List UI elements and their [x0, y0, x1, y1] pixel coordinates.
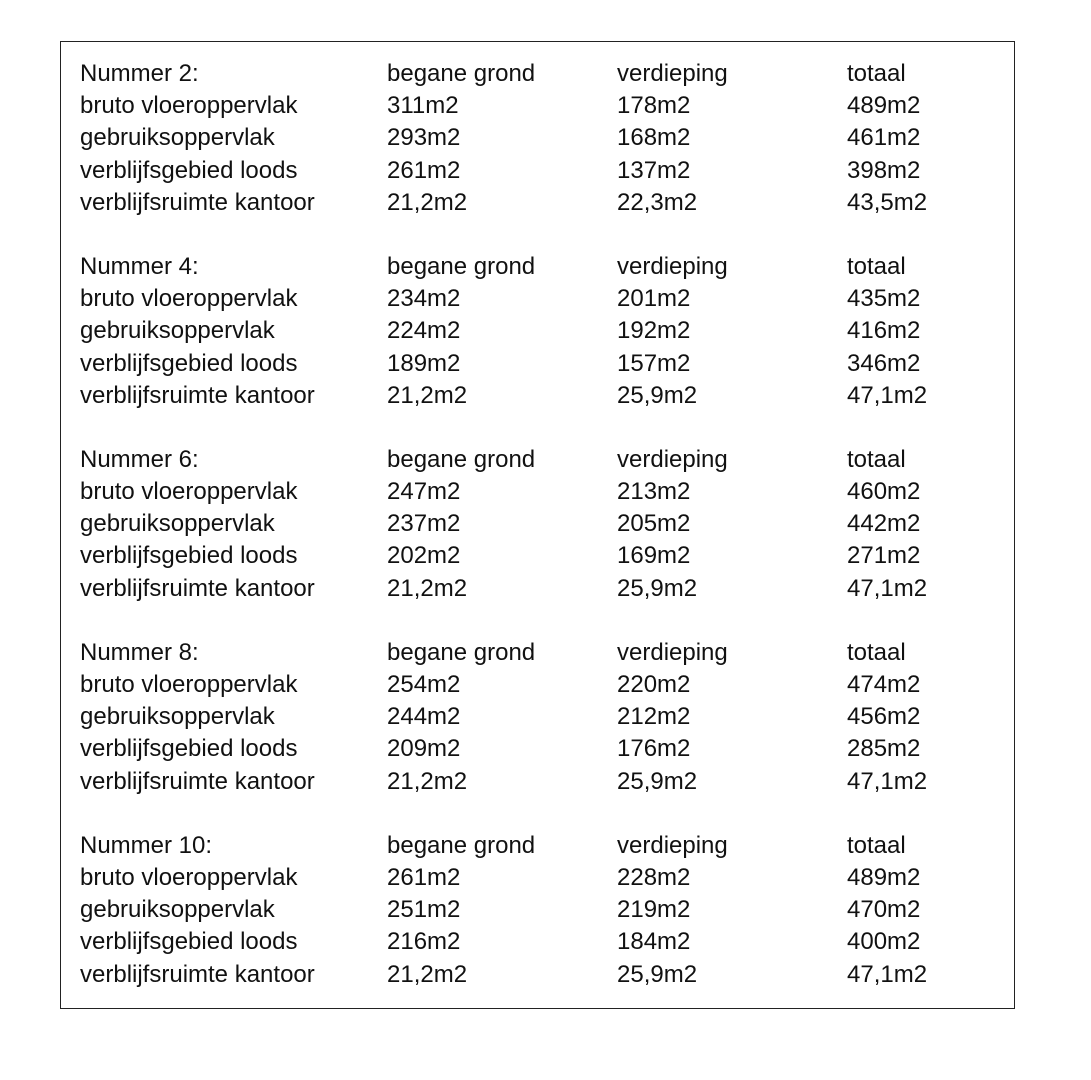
upper-floor-value: 178m2: [617, 92, 691, 120]
ground-floor-value: 21,2m2: [387, 381, 468, 409]
total-value: 489m2: [847, 863, 921, 891]
table-row: [80, 540, 997, 572]
ground-floor-value: 234m2: [387, 285, 461, 313]
total-header: totaal: [847, 445, 906, 473]
total-header: totaal: [847, 252, 906, 280]
ground-floor-header: begane grond: [387, 831, 536, 859]
row-label: bruto vloeroppervlak: [80, 478, 298, 506]
ground-floor-value: 21,2m2: [387, 574, 468, 602]
total-value: 416m2: [847, 317, 921, 345]
section-header-row: [80, 58, 997, 90]
row-label: gebruiksoppervlak: [80, 124, 275, 152]
table-row: [80, 476, 997, 508]
table-row: [80, 926, 997, 958]
table-row: [80, 959, 997, 991]
table-row: [80, 733, 997, 765]
section-title: Nummer 10:: [80, 831, 213, 859]
total-value: 346m2: [847, 349, 921, 377]
total-value: 398m2: [847, 156, 921, 184]
ground-floor-header: begane grond: [387, 445, 536, 473]
section-title: Nummer 8:: [80, 638, 199, 666]
upper-floor-value: 201m2: [617, 285, 691, 313]
upper-floor-value: 212m2: [617, 703, 691, 731]
ground-floor-value: 251m2: [387, 896, 461, 924]
area-section: [80, 637, 997, 798]
upper-floor-value: 192m2: [617, 317, 691, 345]
upper-floor-header: verdieping: [617, 638, 728, 666]
ground-floor-value: 21,2m2: [387, 767, 468, 795]
ground-floor-value: 237m2: [387, 510, 461, 538]
section-header-row: [80, 444, 997, 476]
area-section: [80, 830, 997, 991]
ground-floor-value: 209m2: [387, 735, 461, 763]
ground-floor-value: 189m2: [387, 349, 461, 377]
row-label: gebruiksoppervlak: [80, 703, 275, 731]
row-label: verblijfsruimte kantoor: [80, 574, 315, 602]
total-value: 489m2: [847, 92, 921, 120]
ground-floor-value: 254m2: [387, 671, 461, 698]
ground-floor-value: 202m2: [387, 542, 461, 570]
table-row: [80, 766, 997, 798]
ground-floor-header: begane grond: [387, 60, 536, 87]
total-value: 461m2: [847, 124, 921, 152]
document-frame: [60, 41, 1015, 1009]
total-value: 43,5m2: [847, 188, 928, 216]
upper-floor-value: 157m2: [617, 349, 691, 377]
table-row: [80, 315, 997, 347]
upper-floor-value: 25,9m2: [617, 381, 698, 409]
section-header-row: [80, 637, 997, 669]
ground-floor-value: 247m2: [387, 478, 461, 506]
ground-floor-value: 216m2: [387, 928, 461, 956]
table-row: [80, 862, 997, 894]
section-title: Nummer 4:: [80, 252, 199, 280]
table-row: [80, 701, 997, 733]
table-row: [80, 122, 997, 154]
upper-floor-value: 228m2: [617, 863, 691, 891]
upper-floor-value: 137m2: [617, 156, 691, 184]
row-label: verblijfsruimte kantoor: [80, 381, 315, 409]
ground-floor-value: 21,2m2: [387, 188, 468, 216]
table-row: [80, 348, 997, 380]
upper-floor-value: 25,9m2: [617, 960, 698, 988]
total-header: totaal: [847, 60, 906, 87]
total-value: 442m2: [847, 510, 921, 538]
section-header-row: [80, 830, 997, 862]
row-label: bruto vloeroppervlak: [80, 863, 298, 891]
section-header-row: [80, 251, 997, 283]
total-value: 456m2: [847, 703, 921, 731]
upper-floor-value: 22,3m2: [617, 188, 698, 216]
ground-floor-value: 261m2: [387, 863, 461, 891]
ground-floor-value: 224m2: [387, 317, 461, 345]
upper-floor-value: 25,9m2: [617, 574, 698, 602]
row-label: bruto vloeroppervlak: [80, 92, 298, 120]
section-title: Nummer 6:: [80, 445, 199, 473]
ground-floor-value: 261m2: [387, 156, 461, 184]
total-value: 435m2: [847, 285, 921, 313]
upper-floor-value: 169m2: [617, 542, 691, 570]
table-row: [80, 508, 997, 540]
upper-floor-header: verdieping: [617, 831, 728, 859]
upper-floor-value: 168m2: [617, 124, 691, 152]
table-row: [80, 187, 997, 219]
upper-floor-value: 176m2: [617, 735, 691, 763]
row-label: verblijfsruimte kantoor: [80, 960, 315, 988]
ground-floor-header: begane grond: [387, 252, 536, 280]
total-value: 285m2: [847, 735, 921, 763]
total-header: totaal: [847, 831, 906, 859]
total-value: 460m2: [847, 478, 921, 506]
row-label: bruto vloeroppervlak: [80, 671, 298, 698]
table-row: [80, 894, 997, 926]
total-value: 47,1m2: [847, 960, 928, 988]
upper-floor-value: 219m2: [617, 896, 691, 924]
upper-floor-value: 205m2: [617, 510, 691, 538]
area-section: [80, 444, 997, 605]
area-section: [80, 251, 997, 412]
table-row: [80, 90, 997, 122]
row-label: verblijfsgebied loods: [80, 542, 298, 570]
upper-floor-value: 213m2: [617, 478, 691, 506]
ground-floor-value: 311m2: [387, 92, 459, 120]
table-row: [80, 669, 997, 701]
upper-floor-header: verdieping: [617, 252, 728, 280]
total-value: 470m2: [847, 896, 921, 924]
total-value: 474m2: [847, 671, 921, 698]
section-title: Nummer 2:: [80, 60, 199, 87]
total-header: totaal: [847, 638, 906, 666]
upper-floor-value: 25,9m2: [617, 767, 698, 795]
area-section: [80, 58, 997, 219]
table-row: [80, 283, 997, 315]
table-row: [80, 155, 997, 187]
row-label: gebruiksoppervlak: [80, 510, 275, 538]
upper-floor-header: verdieping: [617, 445, 728, 473]
row-label: verblijfsruimte kantoor: [80, 188, 315, 216]
table-row: [80, 573, 997, 605]
table-row: [80, 380, 997, 412]
total-value: 47,1m2: [847, 381, 928, 409]
total-value: 47,1m2: [847, 767, 928, 795]
ground-floor-value: 21,2m2: [387, 960, 468, 988]
row-label: verblijfsgebied loods: [80, 156, 298, 184]
total-value: 400m2: [847, 928, 921, 956]
ground-floor-header: begane grond: [387, 638, 536, 666]
total-value: 271m2: [847, 542, 921, 570]
area-sections: [80, 58, 997, 1023]
row-label: gebruiksoppervlak: [80, 317, 275, 345]
total-value: 47,1m2: [847, 574, 928, 602]
upper-floor-header: verdieping: [617, 60, 728, 87]
upper-floor-value: 184m2: [617, 928, 691, 956]
row-label: bruto vloeroppervlak: [80, 285, 298, 313]
row-label: verblijfsgebied loods: [80, 928, 298, 956]
row-label: gebruiksoppervlak: [80, 896, 275, 924]
row-label: verblijfsgebied loods: [80, 349, 298, 377]
ground-floor-value: 293m2: [387, 124, 461, 152]
row-label: verblijfsruimte kantoor: [80, 767, 315, 795]
upper-floor-value: 220m2: [617, 671, 691, 698]
row-label: verblijfsgebied loods: [80, 735, 298, 763]
ground-floor-value: 244m2: [387, 703, 461, 731]
